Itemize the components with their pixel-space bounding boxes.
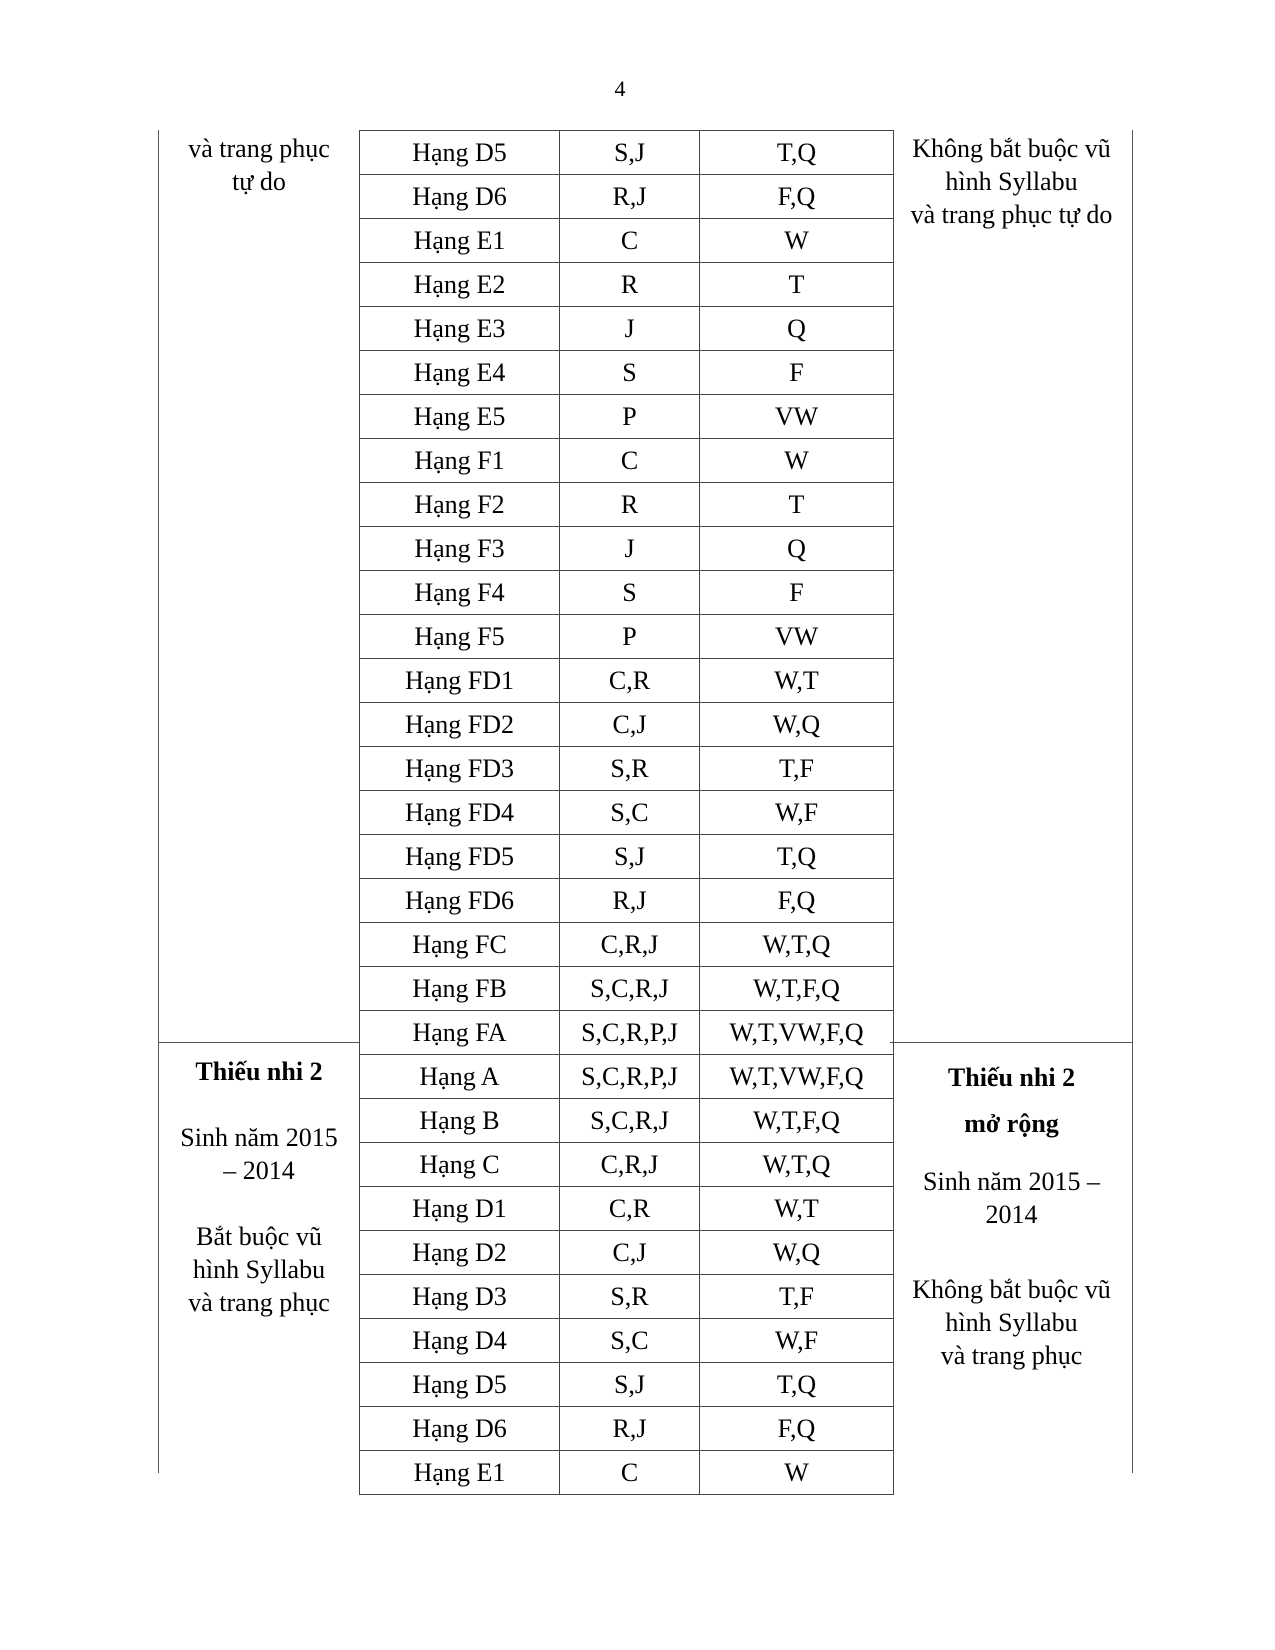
grade-cell: Hạng E2: [360, 263, 560, 307]
table-row: [360, 1055, 894, 1099]
standard-dances-cell: T,Q: [700, 1363, 894, 1407]
grade-cell: Hạng D1: [360, 1187, 560, 1231]
latin-dances-cell: P: [560, 615, 700, 659]
standard-dances-cell: W,Q: [700, 1231, 894, 1275]
standard-dances-cell: Q: [700, 527, 894, 571]
standard-dances-cell: W,T,F,Q: [700, 967, 894, 1011]
grade-cell: Hạng FB: [360, 967, 560, 1011]
table-row: [360, 527, 894, 571]
latin-dances-cell: C,R,J: [560, 923, 700, 967]
grade-cell: Hạng F3: [360, 527, 560, 571]
table-row: [360, 615, 894, 659]
standard-dances-cell: T: [700, 263, 894, 307]
table-row: [360, 967, 894, 1011]
standard-dances-cell: F,Q: [700, 1407, 894, 1451]
latin-dances-cell: C,R,J: [560, 1143, 700, 1187]
note-line: hình Syllabu: [945, 1308, 1078, 1337]
table-row: [360, 835, 894, 879]
latin-dances-cell: C,J: [560, 1231, 700, 1275]
table-row: [360, 175, 894, 219]
table-row: [360, 1099, 894, 1143]
latin-dances-cell: S,C,R,J: [560, 967, 700, 1011]
grade-cell: Hạng B: [360, 1099, 560, 1143]
table-row: [360, 307, 894, 351]
latin-dances-cell: C: [560, 439, 700, 483]
text-line: hình Syllabu: [945, 167, 1078, 196]
text-line: và trang phục tự do: [910, 200, 1113, 229]
text-line: Không bắt buộc vũ: [912, 134, 1111, 163]
standard-dances-cell: W,T: [700, 659, 894, 703]
left-section-divider: [158, 1042, 360, 1043]
standard-dances-cell: W,T,F,Q: [700, 1099, 894, 1143]
grade-cell: Hạng FD5: [360, 835, 560, 879]
note-line: Không bắt buộc vũ: [912, 1275, 1111, 1304]
grade-cell: Hạng F5: [360, 615, 560, 659]
latin-dances-cell: R: [560, 263, 700, 307]
standard-dances-cell: W,T,Q: [700, 923, 894, 967]
latin-dances-cell: C,J: [560, 703, 700, 747]
table-row: [360, 439, 894, 483]
grade-cell: Hạng E4: [360, 351, 560, 395]
table-row: [360, 571, 894, 615]
table-row: [360, 483, 894, 527]
latin-dances-cell: R,J: [560, 175, 700, 219]
category-subtitle: mở rộng: [964, 1109, 1059, 1138]
table-row: [360, 263, 894, 307]
grades-table: [359, 130, 894, 1495]
standard-dances-cell: F: [700, 351, 894, 395]
grade-cell: Hạng FC: [360, 923, 560, 967]
standard-dances-cell: F,Q: [700, 175, 894, 219]
category-title: Thiếu nhi 2: [947, 1063, 1076, 1092]
latin-dances-cell: S,C: [560, 1319, 700, 1363]
grades-table-body: [360, 131, 894, 1495]
grade-cell: Hạng D3: [360, 1275, 560, 1319]
standard-dances-cell: W,T: [700, 1187, 894, 1231]
text-line: tự do: [232, 167, 286, 196]
right-section-divider: [890, 1042, 1133, 1043]
standard-dances-cell: W: [700, 1451, 894, 1495]
birth-year-line: Sinh năm 2015 –: [923, 1167, 1100, 1196]
standard-dances-cell: W,T,VW,F,Q: [700, 1011, 894, 1055]
grade-cell: Hạng D5: [360, 131, 560, 175]
section1-right-cell: [891, 132, 1132, 231]
grade-cell: Hạng F1: [360, 439, 560, 483]
latin-dances-cell: J: [560, 307, 700, 351]
grade-cell: Hạng D2: [360, 1231, 560, 1275]
standard-dances-cell: T,Q: [700, 131, 894, 175]
grade-cell: Hạng FD4: [360, 791, 560, 835]
grade-cell: Hạng E1: [360, 1451, 560, 1495]
latin-dances-cell: R,J: [560, 879, 700, 923]
note-line: hình Syllabu: [192, 1255, 326, 1284]
standard-dances-cell: T,Q: [700, 835, 894, 879]
text-line: và trang phục: [188, 134, 330, 163]
latin-dances-cell: S,R: [560, 747, 700, 791]
latin-dances-cell: S: [560, 571, 700, 615]
right-border: [1132, 130, 1133, 1473]
note-line: và trang phục: [940, 1341, 1083, 1370]
section2-left-cell: [159, 1055, 359, 1319]
grade-cell: Hạng D5: [360, 1363, 560, 1407]
standard-dances-cell: VW: [700, 615, 894, 659]
category-title: Thiếu nhi 2: [195, 1057, 323, 1086]
grade-cell: Hạng D6: [360, 175, 560, 219]
birth-year-line: – 2014: [223, 1156, 295, 1185]
grade-cell: Hạng D6: [360, 1407, 560, 1451]
standard-dances-cell: W: [700, 219, 894, 263]
standard-dances-cell: F,Q: [700, 879, 894, 923]
standard-dances-cell: VW: [700, 395, 894, 439]
table-row: [360, 1407, 894, 1451]
latin-dances-cell: S,C,R,J: [560, 1099, 700, 1143]
grade-cell: Hạng FD2: [360, 703, 560, 747]
standard-dances-cell: W: [700, 439, 894, 483]
standard-dances-cell: W,T,Q: [700, 1143, 894, 1187]
grade-cell: Hạng E1: [360, 219, 560, 263]
table-row: [360, 219, 894, 263]
grade-cell: Hạng FD1: [360, 659, 560, 703]
table-row: [360, 659, 894, 703]
table-row: [360, 791, 894, 835]
standard-dances-cell: W,Q: [700, 703, 894, 747]
grade-cell: Hạng F2: [360, 483, 560, 527]
latin-dances-cell: P: [560, 395, 700, 439]
table-row: [360, 1187, 894, 1231]
table-row: [360, 131, 894, 175]
grade-cell: Hạng E5: [360, 395, 560, 439]
grade-cell: Hạng A: [360, 1055, 560, 1099]
standard-dances-cell: W,F: [700, 1319, 894, 1363]
note-line: và trang phục: [188, 1288, 330, 1317]
latin-dances-cell: C,R: [560, 659, 700, 703]
latin-dances-cell: S,J: [560, 835, 700, 879]
latin-dances-cell: S,C,R,P,J: [560, 1055, 700, 1099]
latin-dances-cell: S,J: [560, 1363, 700, 1407]
section1-left-cell: [159, 132, 359, 198]
table-row: [360, 923, 894, 967]
standard-dances-cell: T: [700, 483, 894, 527]
latin-dances-cell: C: [560, 219, 700, 263]
table-row: [360, 879, 894, 923]
grade-cell: Hạng C: [360, 1143, 560, 1187]
table-row: [360, 1011, 894, 1055]
standard-dances-cell: T,F: [700, 747, 894, 791]
standard-dances-cell: W,F: [700, 791, 894, 835]
section2-right-cell: [891, 1055, 1132, 1372]
latin-dances-cell: R: [560, 483, 700, 527]
latin-dances-cell: J: [560, 527, 700, 571]
grade-cell: Hạng E3: [360, 307, 560, 351]
latin-dances-cell: S,J: [560, 131, 700, 175]
table-row: [360, 703, 894, 747]
latin-dances-cell: S,C,R,P,J: [560, 1011, 700, 1055]
table-row: [360, 351, 894, 395]
table-row: [360, 1143, 894, 1187]
latin-dances-cell: R,J: [560, 1407, 700, 1451]
latin-dances-cell: S,R: [560, 1275, 700, 1319]
grade-cell: Hạng FA: [360, 1011, 560, 1055]
standard-dances-cell: F: [700, 571, 894, 615]
latin-dances-cell: S,C: [560, 791, 700, 835]
table-row: [360, 1319, 894, 1363]
standard-dances-cell: Q: [700, 307, 894, 351]
table-row: [360, 1451, 894, 1495]
latin-dances-cell: C,R: [560, 1187, 700, 1231]
table-row: [360, 747, 894, 791]
standard-dances-cell: T,F: [700, 1275, 894, 1319]
table-row: [360, 1275, 894, 1319]
birth-year-line: Sinh năm 2015: [180, 1123, 338, 1152]
table-row: [360, 1363, 894, 1407]
note-line: Bắt buộc vũ: [196, 1222, 322, 1251]
grade-cell: Hạng FD3: [360, 747, 560, 791]
grade-cell: Hạng F4: [360, 571, 560, 615]
standard-dances-cell: W,T,VW,F,Q: [700, 1055, 894, 1099]
table-row: [360, 395, 894, 439]
latin-dances-cell: C: [560, 1451, 700, 1495]
table-row: [360, 1231, 894, 1275]
grade-cell: Hạng FD6: [360, 879, 560, 923]
birth-year-line: 2014: [985, 1200, 1038, 1229]
latin-dances-cell: S: [560, 351, 700, 395]
grade-cell: Hạng D4: [360, 1319, 560, 1363]
page-number: 4: [614, 76, 626, 101]
